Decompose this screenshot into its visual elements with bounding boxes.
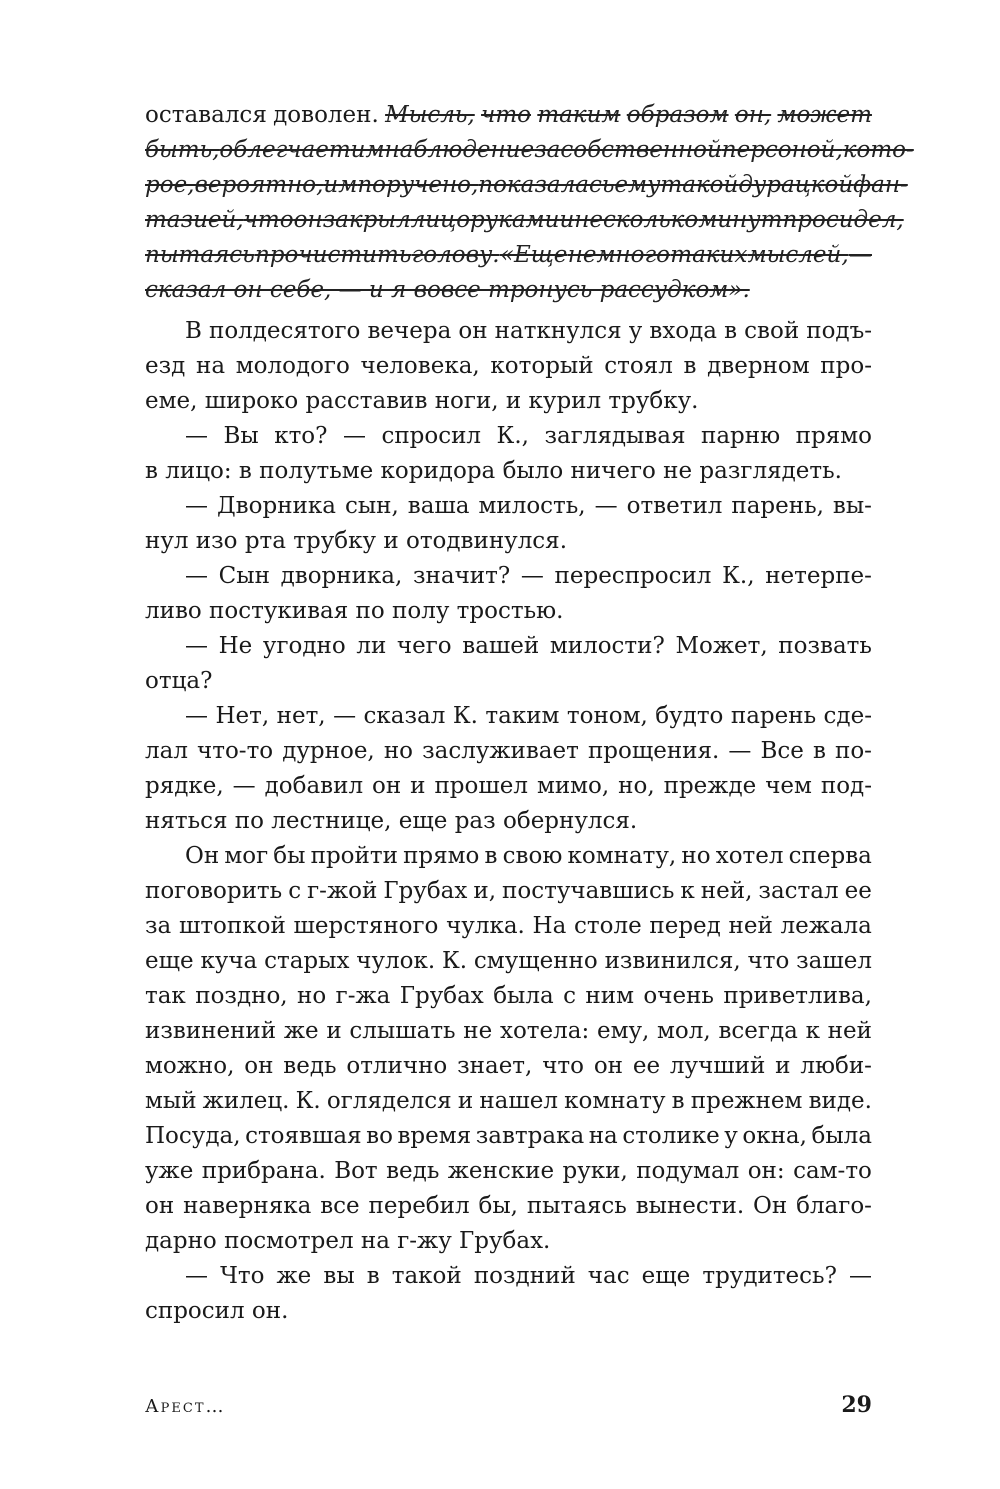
word: но — [681, 843, 711, 869]
word: Грубах — [383, 878, 468, 904]
word: время — [397, 1123, 472, 1149]
word: лучший — [669, 1053, 766, 1079]
word: парень, — [731, 493, 824, 519]
word: еще — [145, 948, 194, 974]
struck-word: рое, — [145, 172, 195, 198]
text-line — [145, 273, 872, 308]
word: — — [594, 493, 618, 519]
word: завтрака — [475, 1123, 585, 1149]
word: угодно — [262, 633, 346, 659]
word: ведь — [386, 1158, 440, 1184]
word: мог — [224, 843, 269, 869]
text-line — [145, 594, 872, 629]
word: и — [775, 1053, 791, 1079]
struck-word: голову. — [411, 242, 500, 268]
line-text: дарно посмотрел на г-жу Грубах. — [145, 1228, 551, 1254]
word: комнату — [564, 1088, 666, 1114]
word: ее — [632, 1053, 661, 1079]
struck-word: таких — [670, 242, 748, 268]
struck-word: собственной — [560, 137, 722, 163]
text-line — [145, 874, 872, 909]
word: который — [490, 353, 594, 379]
word: перед — [649, 913, 721, 939]
word: — — [185, 1263, 208, 1289]
word: трудитесь? — [702, 1263, 837, 1289]
word: так — [145, 983, 186, 1009]
word: свою — [502, 843, 563, 869]
word: но — [383, 738, 414, 764]
struck-word: немного — [567, 242, 670, 268]
word: мол, — [657, 1018, 711, 1044]
word: но, — [618, 773, 655, 799]
word: чулок. — [356, 948, 436, 974]
struck-word: лицо — [410, 207, 471, 233]
text-line — [145, 1154, 872, 1189]
word: Нет, — [215, 703, 270, 729]
word: он — [458, 318, 488, 344]
text-line — [145, 168, 908, 203]
word: окна, — [742, 1123, 807, 1149]
word: за — [145, 913, 172, 939]
word: В — [185, 318, 202, 344]
struck-word: прочистить — [254, 242, 412, 268]
struck-word: что — [243, 207, 294, 233]
text-line — [145, 559, 872, 594]
word: ней, — [700, 878, 753, 904]
word: на — [196, 353, 226, 379]
struck-word: фан- — [853, 172, 908, 198]
word: прошел — [434, 773, 528, 799]
word: мый — [145, 1088, 197, 1114]
word: заслуживает — [422, 738, 579, 764]
word: лежала — [780, 913, 872, 939]
word: же — [283, 1018, 319, 1044]
word: позвать — [778, 633, 872, 659]
struck-word: наблюдение — [384, 137, 535, 163]
text-line — [145, 839, 872, 874]
word: штопкой — [178, 913, 286, 939]
word: куча — [200, 948, 258, 974]
word: прибрана. — [201, 1158, 326, 1184]
word: парню — [701, 423, 781, 449]
word: нетерпе- — [765, 563, 872, 589]
text-line — [145, 699, 872, 734]
word: — — [520, 563, 544, 589]
word: но — [297, 983, 327, 1009]
struck-word: им — [323, 172, 358, 198]
text-line — [145, 419, 872, 454]
word: он: — [747, 1158, 785, 1184]
word: Дворника — [216, 493, 336, 519]
text-line — [145, 769, 872, 804]
word: вечера — [367, 318, 452, 344]
word: ним — [585, 983, 634, 1009]
word: — — [185, 493, 208, 519]
word: нет, — [276, 703, 326, 729]
word: ней — [827, 1018, 872, 1044]
text-line — [145, 133, 914, 168]
struck-word: Мысль, — [385, 102, 475, 128]
word: извинений — [145, 1018, 277, 1044]
text-line — [145, 629, 872, 664]
word: застал — [758, 878, 839, 904]
struck-word: дурацкой — [738, 172, 854, 198]
word: милость, — [478, 493, 586, 519]
text-line — [145, 384, 872, 419]
struck-word: просидел, — [782, 207, 904, 233]
word: сам-то — [793, 1158, 872, 1184]
word: в — [671, 1088, 685, 1114]
page-number: 29 — [841, 1392, 872, 1418]
struck-word: мыслей, — [747, 242, 849, 268]
word: вы- — [832, 493, 872, 519]
word: жилец. — [202, 1088, 290, 1114]
text-line — [145, 1294, 872, 1329]
word: приветлива, — [723, 983, 872, 1009]
word: г-жа — [335, 983, 391, 1009]
page-body — [145, 98, 914, 1329]
word: Вот — [334, 1158, 378, 1184]
struck-word: персоной, — [721, 137, 843, 163]
struck-word: что — [481, 102, 532, 128]
word: слышать — [349, 1018, 456, 1044]
word: человека, — [360, 353, 480, 379]
struck-word: кото- — [842, 137, 914, 163]
word: езд — [145, 353, 186, 379]
word: спросил — [381, 423, 482, 449]
text-line — [145, 203, 904, 238]
text-line — [145, 909, 872, 944]
word: — — [185, 633, 208, 659]
struck-word: облегчает — [219, 137, 351, 163]
word: всегда — [718, 1018, 798, 1044]
word: Сын — [218, 563, 270, 589]
word: К. — [441, 948, 468, 974]
word: входа — [649, 318, 718, 344]
word: все — [320, 1193, 360, 1219]
struck-word: образом — [626, 102, 729, 128]
word: он — [145, 1193, 175, 1219]
text-line — [145, 349, 872, 384]
word: и — [457, 1088, 474, 1114]
text-line — [145, 734, 872, 769]
word: хотел — [715, 843, 784, 869]
word: милости? — [549, 633, 665, 659]
struck-word: им — [350, 137, 385, 163]
word: прямо — [403, 843, 480, 869]
word: перебил — [368, 1193, 470, 1219]
word: что-то — [197, 738, 274, 764]
word: смущенно — [473, 948, 598, 974]
struck-word: он, — [734, 102, 772, 128]
word: Грубах — [399, 983, 484, 1009]
word: он — [593, 1053, 623, 1079]
word: бы, — [478, 1193, 518, 1219]
word: стоявшая — [245, 1123, 362, 1149]
word: к — [680, 878, 695, 904]
word: в — [724, 318, 738, 344]
word: — — [728, 738, 752, 764]
word: тоном, — [566, 703, 648, 729]
text-line — [145, 454, 872, 489]
word: час — [587, 1263, 630, 1289]
word: К., — [722, 563, 755, 589]
word: комнату, — [567, 843, 677, 869]
word: вынести. — [635, 1193, 745, 1219]
word: Что — [220, 1263, 265, 1289]
word: будто — [655, 703, 724, 729]
word: и, — [473, 878, 497, 904]
word: значит? — [413, 563, 511, 589]
struck-word: ему — [614, 172, 661, 198]
word: виде. — [808, 1088, 872, 1114]
word: хотела: — [499, 1018, 590, 1044]
word: подъ- — [806, 318, 872, 344]
text-line — [145, 664, 872, 699]
word: кто? — [274, 423, 328, 449]
text-line — [145, 524, 872, 559]
struck-word: руками — [470, 207, 560, 233]
word: ваша — [407, 493, 470, 519]
word: очень — [643, 983, 714, 1009]
word: пройти — [310, 843, 398, 869]
word: — — [342, 423, 366, 449]
struck-word: несколько — [574, 207, 699, 233]
word: лал — [145, 738, 188, 764]
word: чем — [765, 773, 812, 799]
word: огляделся — [326, 1088, 452, 1114]
word: ее — [844, 878, 872, 904]
struck-word: — — [848, 242, 872, 268]
running-head: Арест… — [145, 1396, 226, 1417]
word: — — [185, 423, 208, 449]
word: сперва — [788, 843, 872, 869]
text-line — [145, 944, 872, 979]
word: свой — [744, 318, 800, 344]
word: переспросил — [554, 563, 712, 589]
word: Все — [760, 738, 804, 764]
text-line — [145, 238, 872, 273]
word: Он — [185, 843, 220, 869]
word: наткнулся — [494, 318, 622, 344]
word: во — [366, 1123, 393, 1149]
word: люби- — [800, 1053, 872, 1079]
struck-word: может — [777, 102, 872, 128]
word: дурное, — [282, 738, 375, 764]
word: бы — [273, 843, 306, 869]
text-line — [145, 1014, 872, 1049]
word: в — [683, 353, 697, 379]
line-text: отца? — [145, 668, 213, 694]
word: извинился, — [604, 948, 741, 974]
line-text: няться по лестнице, еще раз обернулся. — [145, 808, 638, 834]
word: такой — [391, 1263, 462, 1289]
word: у — [628, 318, 643, 344]
struck-word: и — [559, 207, 575, 233]
word: вашей — [462, 633, 540, 659]
word: что — [747, 948, 790, 974]
word: наверняка — [183, 1193, 312, 1219]
struck-word: за — [534, 137, 561, 163]
struck-word: «Еще — [499, 242, 568, 268]
text-line — [145, 489, 872, 524]
word: и — [326, 1018, 342, 1044]
word: к — [805, 1018, 820, 1044]
word: благо- — [796, 1193, 872, 1219]
word: пытаясь — [526, 1193, 627, 1219]
text-line — [145, 1049, 872, 1084]
line-text: в лицо: в полутьме коридора было ничего не разглядеть. — [145, 458, 842, 484]
word: женские — [447, 1158, 555, 1184]
word: шерстяного — [293, 913, 439, 939]
word: Может, — [675, 633, 768, 659]
word: ли — [356, 633, 387, 659]
word: вы — [323, 1263, 355, 1289]
word: с — [563, 983, 576, 1009]
line-text: спросил он. — [145, 1298, 289, 1324]
text-line — [145, 98, 872, 133]
word: в — [366, 1263, 380, 1289]
word: можно, — [145, 1053, 235, 1079]
word: столе — [574, 913, 642, 939]
struck-word: показалась — [478, 172, 615, 198]
word: была — [493, 983, 554, 1009]
word: по- — [835, 738, 872, 764]
word: что — [542, 1053, 584, 1079]
word: таким — [485, 703, 560, 729]
word: мимо, — [536, 773, 610, 799]
word: Вы — [223, 423, 259, 449]
word: оставался — [145, 102, 267, 128]
word: он — [244, 1053, 274, 1079]
word: с — [288, 878, 302, 904]
word: Не — [218, 633, 253, 659]
word: — — [848, 1263, 872, 1289]
struck-word: закрыл — [322, 207, 411, 233]
word: постучавшись — [502, 878, 675, 904]
text-line — [145, 1084, 872, 1119]
word: прежнем — [690, 1088, 803, 1114]
word: прежде — [663, 773, 757, 799]
word: ведь — [283, 1053, 337, 1079]
word: сказал — [363, 703, 446, 729]
word: ней — [728, 913, 773, 939]
word: К. — [295, 1088, 321, 1114]
word: полдесятого — [208, 318, 361, 344]
word: руки, — [562, 1158, 628, 1184]
struck-word: пытаясь — [145, 242, 255, 268]
word: в — [812, 738, 826, 764]
struck-text: сказал он себе, — и я вовсе тронусь рассудком». — [145, 277, 750, 303]
struck-word: поручено, — [357, 172, 479, 198]
word: Посуда, — [145, 1123, 241, 1149]
word: К., — [496, 423, 529, 449]
word: — — [232, 773, 256, 799]
word: чего — [396, 633, 452, 659]
text-line — [145, 979, 872, 1014]
word: добавил — [264, 773, 364, 799]
struck-word: минут — [698, 207, 783, 233]
word: в — [484, 843, 498, 869]
word: на — [588, 1123, 618, 1149]
text-line — [145, 1119, 872, 1154]
word: столике — [622, 1123, 720, 1149]
word: г-жой — [307, 878, 378, 904]
word: нашел — [479, 1088, 558, 1114]
word: дворника, — [280, 563, 403, 589]
word: еще — [641, 1263, 691, 1289]
word: была — [811, 1123, 872, 1149]
word: — — [185, 563, 208, 589]
struck-word: вероятно, — [194, 172, 324, 198]
word: не — [463, 1018, 493, 1044]
word: На — [532, 913, 567, 939]
word: Он — [753, 1193, 788, 1219]
word: поздно, — [195, 983, 288, 1009]
struck-word: он — [293, 207, 323, 233]
word: дверном — [707, 353, 810, 379]
word: К. — [452, 703, 478, 729]
word: прощения. — [587, 738, 720, 764]
word: он — [372, 773, 402, 799]
word: старых — [264, 948, 350, 974]
word: зашел — [796, 948, 872, 974]
word: сде- — [823, 703, 872, 729]
word: у — [724, 1123, 738, 1149]
word: и — [410, 773, 426, 799]
text-line — [145, 1224, 872, 1259]
word: знает, — [457, 1053, 533, 1079]
text-line — [145, 1189, 872, 1224]
word: же — [276, 1263, 312, 1289]
word: парень — [730, 703, 817, 729]
word: ему, — [596, 1018, 650, 1044]
word: чулка. — [446, 913, 525, 939]
text-line — [145, 804, 872, 839]
word: стоял — [604, 353, 673, 379]
struck-word: такой — [660, 172, 739, 198]
word: отлично — [346, 1053, 448, 1079]
page-footer — [145, 1392, 872, 1422]
word: уже — [145, 1158, 194, 1184]
word: про- — [820, 353, 872, 379]
word: подумал — [636, 1158, 740, 1184]
word: ответил — [626, 493, 723, 519]
line-text: нул изо рта трубку и отодвинулся. — [145, 528, 568, 554]
word: заглядывая — [544, 423, 686, 449]
text-line — [145, 314, 872, 349]
word: — — [333, 703, 357, 729]
text-line — [145, 1259, 872, 1294]
struck-word: тазией, — [145, 207, 244, 233]
word: под- — [820, 773, 872, 799]
word: поздний — [473, 1263, 576, 1289]
word: прямо — [795, 423, 872, 449]
struck-word: быть, — [145, 137, 220, 163]
word: сын, — [344, 493, 399, 519]
struck-word: таким — [537, 102, 621, 128]
line-text: ливо постукивая по полу тростью. — [145, 598, 564, 624]
word: — — [185, 703, 208, 729]
line-text: еме, широко расставив ноги, и курил трубку. — [145, 388, 699, 414]
word: молодого — [235, 353, 350, 379]
word: доволен. — [273, 102, 379, 128]
word: рядке, — [145, 773, 224, 799]
word: поговорить — [145, 878, 283, 904]
